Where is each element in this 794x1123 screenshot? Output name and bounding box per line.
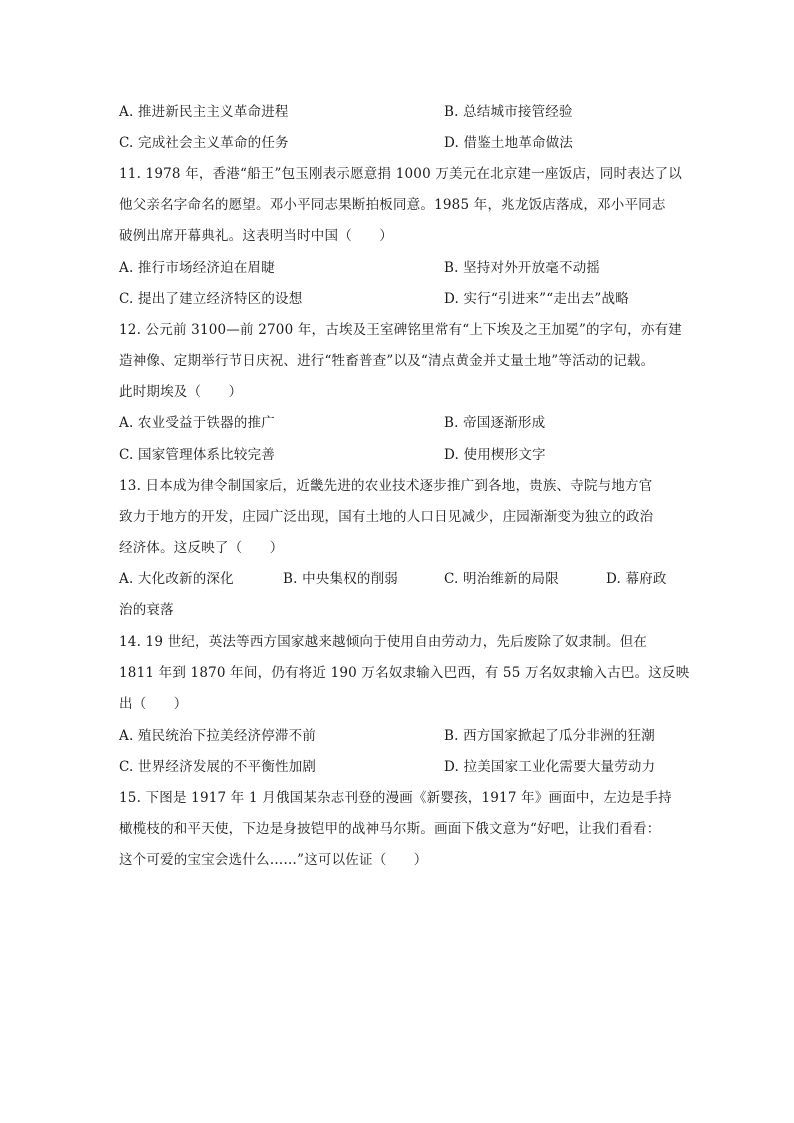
q13-stem-line-1: 13. 日本成为律令制国家后，近畿先进的农业技术逐步推广到各地，贵族、寺院与地方官 [119,478,653,494]
q12-option-a[interactable]: A. 农业受益于铁器的推广 [119,415,275,431]
q12-option-c[interactable]: C. 国家管理体系比较完善 [119,447,276,463]
q12-stem-line-2: 造神像、定期举行节日庆祝、进行“牲畜普查”以及“清点黄金并丈量土地”等活动的记载。 [119,353,655,369]
q14-option-d[interactable]: D. 拉美国家工业化需要大量劳动力 [444,759,656,775]
q11-option-a[interactable]: A. 推行市场经济迫在眉睫 [119,260,275,276]
q12-option-d[interactable]: D. 使用楔形文字 [444,447,546,463]
q14-stem-line-2: 1811 年到 1870 年间，仍有将近 190 万名奴隶输入巴西，有 55 万名奴隶输入古巴。这反映 [119,665,690,681]
q11-option-c[interactable]: C. 提出了建立经济特区的设想 [119,291,303,307]
q11-option-b[interactable]: B. 坚持对外开放毫不动摇 [444,260,601,276]
q13-option-c[interactable]: C. 明治维新的局限 [444,571,559,587]
q12-option-b[interactable]: B. 帝国逐渐形成 [444,415,546,431]
q15-stem-line-3: 这个可爱的宝宝会选什么……”这可以佐证（ ） [119,852,428,868]
q13-option-b[interactable]: B. 中央集权的削弱 [283,571,399,587]
q13-stem-line-3: 经济体。这反映了（ ） [119,540,284,556]
q14-option-c[interactable]: C. 世界经济发展的不平衡性加剧 [119,759,317,775]
q13-option-d[interactable]: D. 幕府政 [606,571,667,587]
q13-stem-line-2: 致力于地方的开发，庄园广泛出现，国有土地的人口日见减少，庄园渐渐变为独立的政治 [119,509,654,525]
q10-option-b[interactable]: B. 总结城市接管经验 [444,104,573,120]
q10-option-a[interactable]: A. 推进新民主主义革命进程 [119,104,289,120]
q11-option-d[interactable]: D. 实行“引进来”“走出去”战略 [444,291,629,307]
q12-stem-line-3: 此时期埃及（ ） [119,384,243,400]
q14-stem-line-1: 14. 19 世纪，英法等西方国家越来越倾向于使用自由劳动力，先后废除了奴隶制。但在 [119,634,648,650]
q14-stem-line-3: 出（ ） [119,696,188,712]
q15-stem-line-1: 15. 下图是 1917 年 1 月俄国某杂志刊登的漫画《新婴孩，1917 年》画面中，左边是手持 [119,790,672,806]
q15-stem-line-2: 橄榄枝的和平天使，下边是身披铠甲的战神马尔斯。画面下俄文意为“好吧，让我们看看： [119,821,661,837]
q10-option-c[interactable]: C. 完成社会主义革命的任务 [119,135,289,151]
q13-option-d-wrap: 治的衰落 [119,602,174,618]
q14-option-a[interactable]: A. 殖民统治下拉美经济停滞不前 [119,728,317,744]
q11-stem-line-1: 11. 1978 年，香港“船王”包玉刚表示愿意捐 1000 万美元在北京建一座饭店，同时表达了以 [119,166,682,182]
q11-stem-line-3: 破例出席开幕典礼。这表明当时中国（ ） [119,228,393,244]
q14-option-b[interactable]: B. 西方国家掀起了瓜分非洲的狂潮 [444,728,655,744]
q13-option-a[interactable]: A. 大化改新的深化 [119,571,234,587]
q11-stem-line-2: 他父亲名字命名的愿望。邓小平同志果断拍板同意。1985 年，兆龙饭店落成，邓小平同志 [119,197,666,213]
q12-stem-line-1: 12. 公元前 3100—前 2700 年，古埃及王室碑铭里常有“上下埃及之王加冕”的字句，亦有建 [119,322,682,338]
q10-option-d[interactable]: D. 借鉴土地革命做法 [444,135,574,151]
